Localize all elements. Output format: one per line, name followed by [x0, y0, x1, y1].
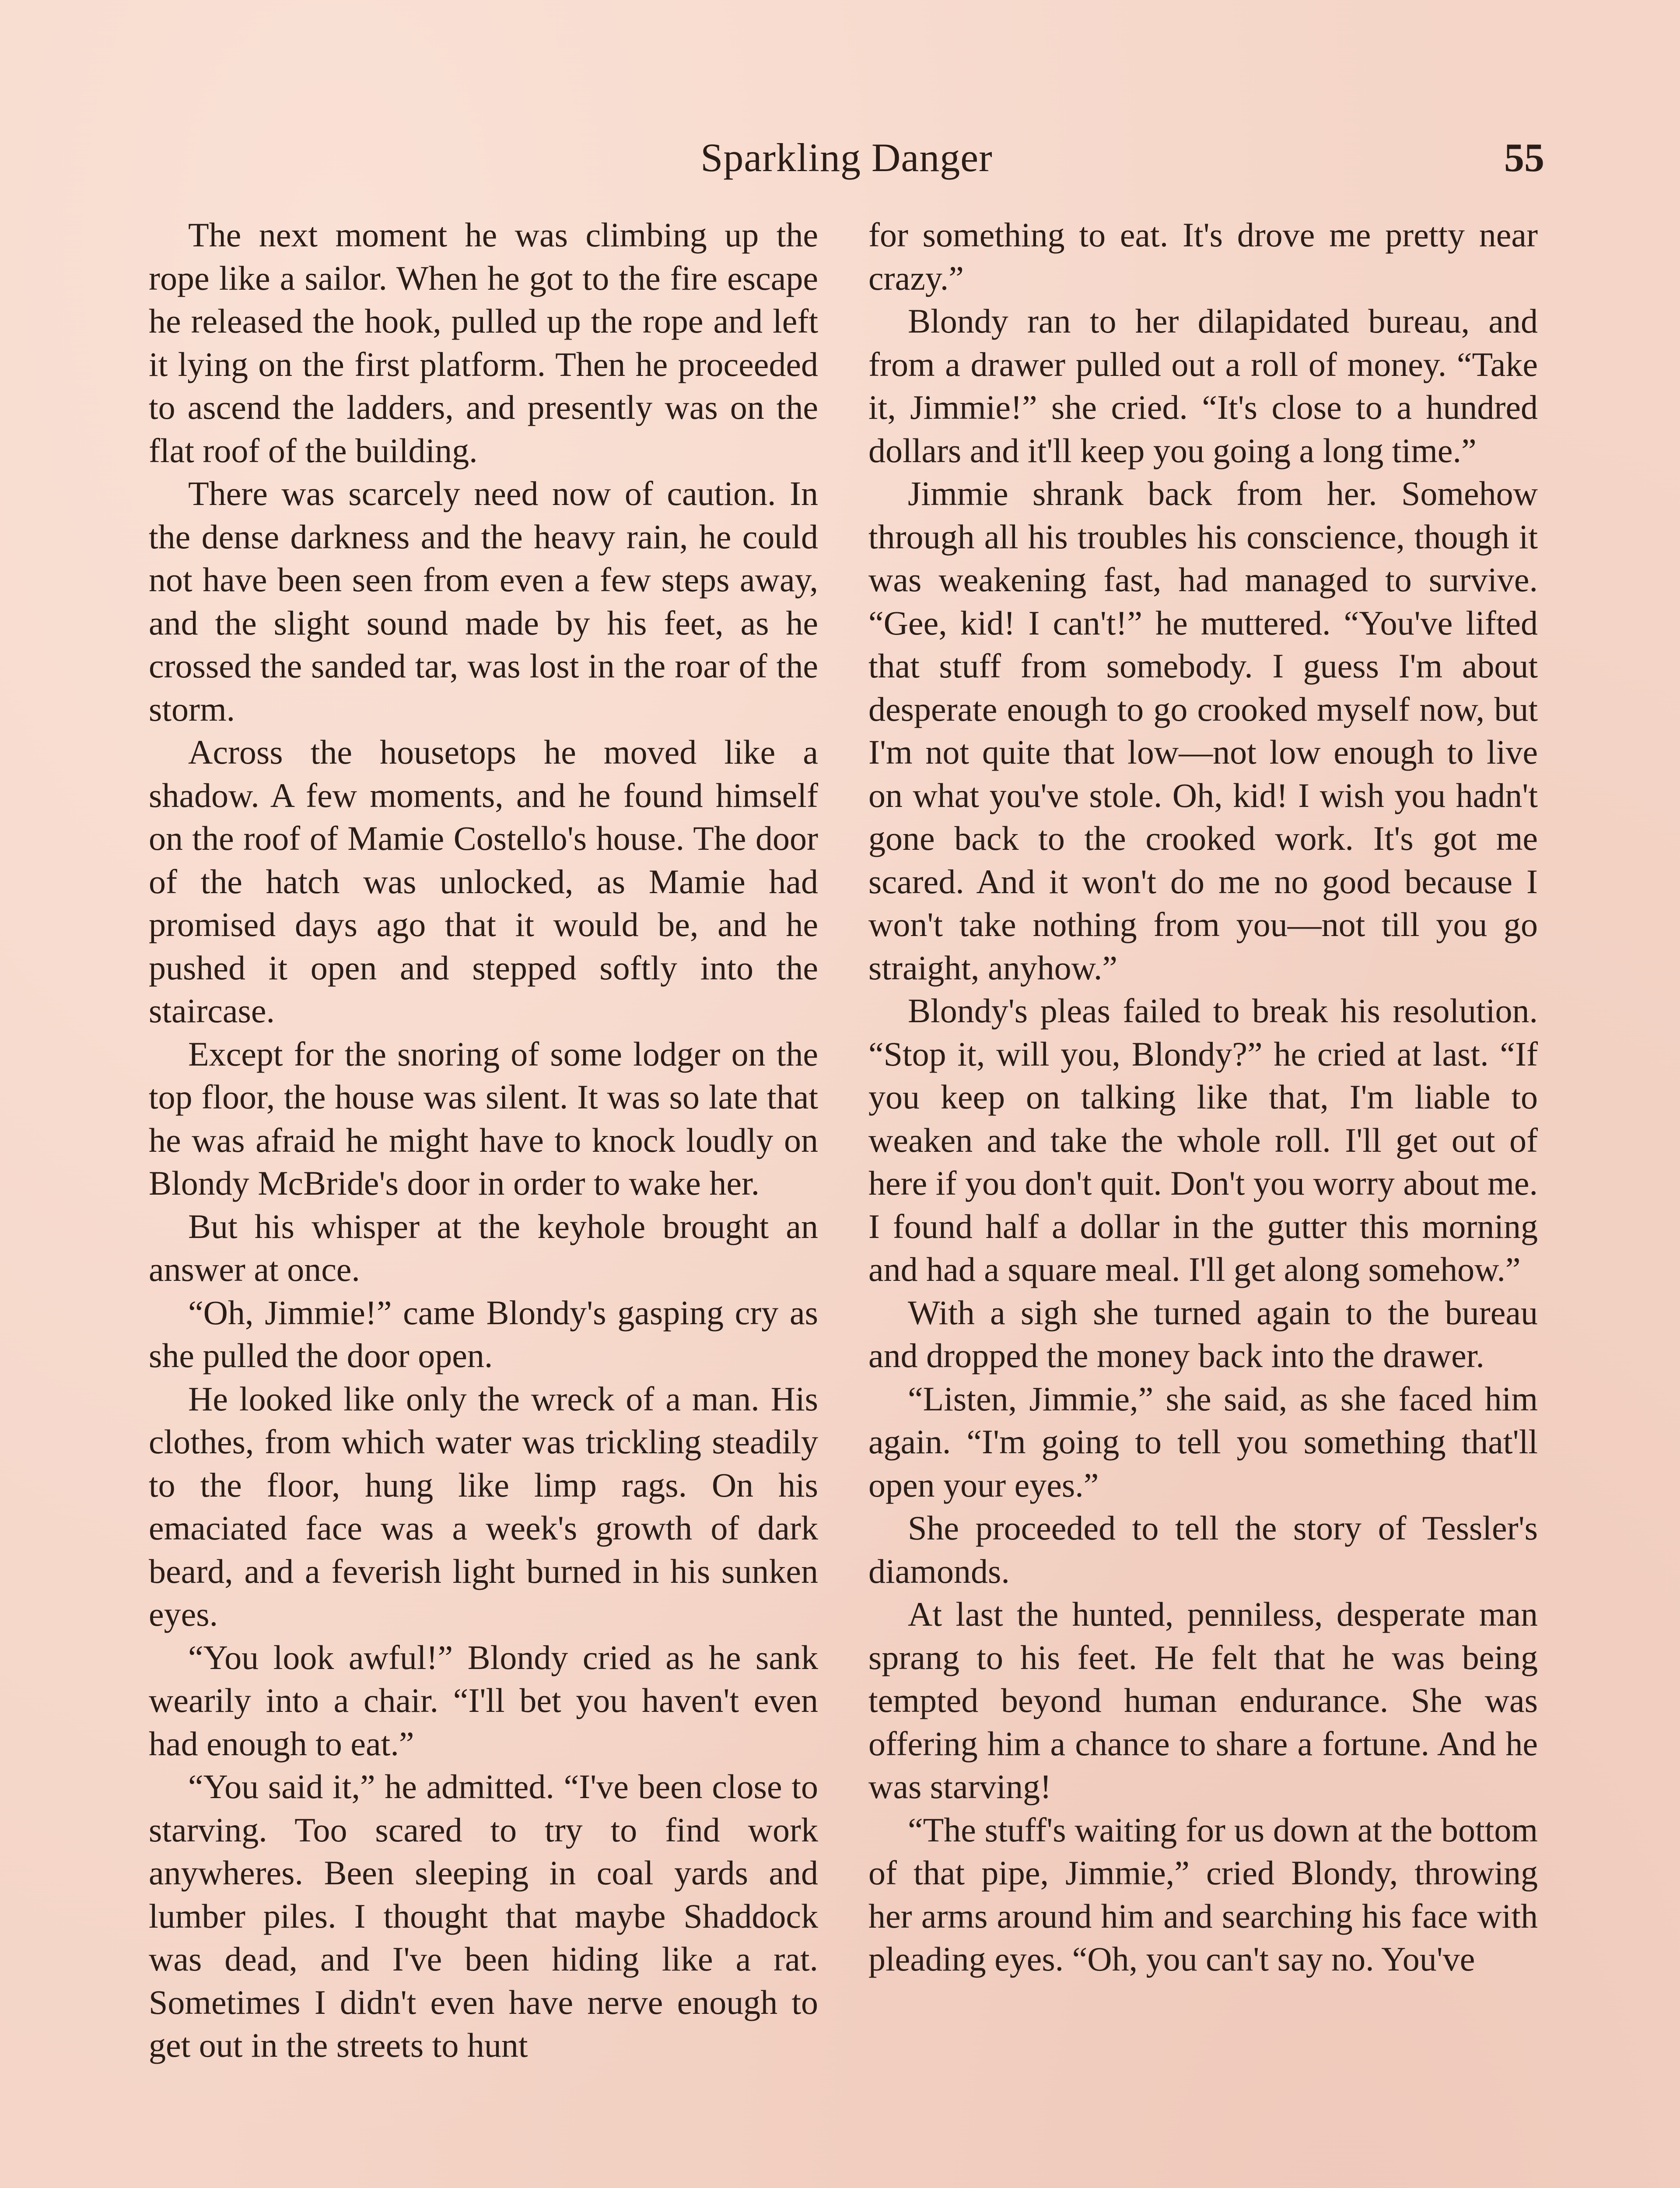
- paragraph-continuation: for something to eat. It's drove me pretty near crazy.”: [868, 216, 1538, 297]
- paragraph: “Oh, Jimmie!” came Blondy's gasping cry as she pulled the door open.: [149, 1293, 818, 1375]
- header-title: Sparkling Danger: [700, 135, 993, 180]
- paragraph: Across the housetops he moved like a shadow. A few moments, and he found himself on the roof of Mamie Costello's house. The door of the hatch was unlocked, as Mamie had promised days ago that it would be, and he pushed it open and stepped softly into the staircase.: [149, 733, 818, 1030]
- paragraph: Blondy's pleas failed to break his resolution. “Stop it, will you, Blondy?” he cried at last. “If you keep on talking like that, I'm liable to weaken and take the whole roll. I'll get out of here if you don't quit. Don't you worry about me. I found half a dollar in the gutter this morning and had a square meal. I'll get along somehow.”: [868, 992, 1538, 1288]
- page-number: 55: [1504, 135, 1544, 180]
- left-column: [149, 214, 818, 2067]
- paragraph: The next moment he was climbing up the rope like a sailor. When he got to the fire escape he released the hook, pulled up the rope and left it lying on the first platform. Then he proceeded to ascend the ladders, and presently was on the flat roof of the building.: [149, 216, 818, 470]
- right-column: [868, 214, 1538, 1981]
- paragraph: Blondy ran to her dilapidated bureau, and from a drawer pulled out a roll of money. “Take it, Jimmie!” she cried. “It's close to a hundred dollars and it'll keep you going a long time.”: [868, 302, 1538, 470]
- paragraph: She proceeded to tell the story of Tessler's diamonds.: [868, 1509, 1538, 1590]
- paragraph: At last the hunted, penniless, desperate man sprang to his feet. He felt that he was being tempted beyond human endurance. She was offering him a chance to share a fortune. And he was starving!: [868, 1595, 1538, 1806]
- paragraph: But his whisper at the keyhole brought an answer at once.: [149, 1207, 818, 1288]
- running-header: [149, 127, 1544, 188]
- paragraph: “You said it,” he admitted. “I've been close to starving. Too scared to try to find work anywheres. Been sleeping in coal yards and lumber piles. I thought that maybe Shaddock was dead, and I've been hiding like a rat. Sometimes I didn't even have nerve enough to get out in the streets to hunt: [149, 1767, 818, 2064]
- paragraph: “You look awful!” Blondy cried as he sank wearily into a chair. “I'll bet you haven't even had enough to eat.”: [149, 1638, 818, 1763]
- paragraph: Jimmie shrank back from her. Somehow through all his troubles his conscience, though it was weakening fast, had managed to survive. “Gee, kid! I can't!” he muttered. “You've lifted that stuff from somebody. I guess I'm about desperate enough to go crooked myself now, but I'm not quite that low—not low enough to live on what you've stole. Oh, kid! I wish you hadn't gone back to the crooked work. It's got me scared. And it won't do me no good because I won't take nothing from you—not till you go straight, anyhow.”: [868, 474, 1538, 987]
- paragraph: There was scarcely need now of caution. In the dense darkness and the heavy rain, he could not have been seen from even a few steps away, and the slight sound made by his feet, as he crossed the sanded tar, was lost in the roar of the storm.: [149, 474, 818, 728]
- paragraph: “Listen, Jimmie,” she said, as she faced him again. “I'm going to tell you something that'll open your eyes.”: [868, 1379, 1538, 1504]
- paragraph: Except for the snoring of some lodger on the top floor, the house was silent. It was so late that he was afraid he might have to knock loudly on Blondy McBride's door in order to wake her.: [149, 1034, 818, 1202]
- paragraph: “The stuff's waiting for us down at the bottom of that pipe, Jimmie,” cried Blondy, throwing her arms around him and searching his face with pleading eyes. “Oh, you can't say no. You've: [868, 1810, 1538, 1978]
- paragraph: With a sigh she turned again to the bureau and dropped the money back into the drawer.: [868, 1293, 1538, 1375]
- paragraph: He looked like only the wreck of a man. His clothes, from which water was trickling steadily to the floor, hung like limp rags. On his emaciated face was a week's growth of dark beard, and a feverish light burned in his sunken eyes.: [149, 1379, 818, 1633]
